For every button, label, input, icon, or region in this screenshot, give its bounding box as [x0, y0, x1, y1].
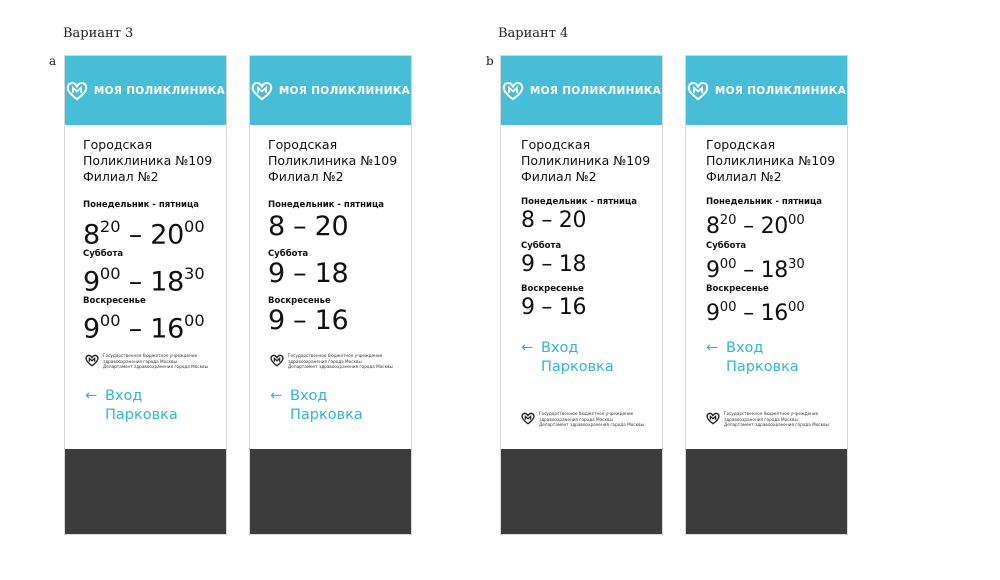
saturday-label: Суббота — [521, 241, 562, 251]
weekday-hours: $8^{20} - 20^{00}$ — [706, 213, 805, 240]
sign-header — [686, 56, 847, 125]
nav-directions — [270, 387, 363, 425]
nav-entrance: ← Вход — [706, 340, 764, 356]
sunday-hours: 9 – 16 — [268, 305, 349, 336]
nav-directions — [85, 387, 178, 425]
org-block — [270, 353, 393, 370]
arrow-left-icon: ← — [270, 388, 283, 404]
variant-4-letter: b — [486, 54, 494, 68]
logo-text: МОЯ ПОЛИКЛИНИКА — [93, 84, 226, 97]
saturday-label: Суббота — [268, 249, 309, 259]
arrow-left-icon: ← — [706, 340, 719, 356]
sunday-hours: $9^{00} - 16^{00}$ — [706, 300, 805, 327]
nav-parking: Парковка — [290, 407, 363, 423]
org-block — [706, 411, 829, 428]
org-text: Государственное бюджетное учреждение здравоохранения города Москвы Департамент здравоохранения города Москвы — [724, 411, 829, 428]
org-text: Государственное бюджетное учреждение здравоохранения города Москвы Департамент здравоохранения города Москвы — [288, 353, 393, 370]
title-line: Филиал №2 — [83, 169, 159, 184]
org-block — [521, 411, 644, 428]
clinic-title — [706, 137, 835, 185]
sign-body — [250, 125, 411, 450]
title-line: Городская — [706, 137, 776, 152]
weekday-label: Понедельник - пятница — [83, 200, 199, 210]
title-line: Поликлиника №109 — [706, 153, 836, 168]
sunday-label: Воскресенье — [83, 296, 146, 306]
title-line: Филиал №2 — [706, 169, 782, 184]
org-text: Государственное бюджетное учреждение здравоохранения города Москвы Департамент здравоохранения города Москвы — [103, 353, 208, 370]
title-line: Городская — [83, 137, 153, 152]
title-line: Поликлиника №109 — [268, 153, 398, 168]
weekday-hours: $8^{20} - 20^{00}$ — [83, 217, 205, 251]
sign-body — [501, 125, 662, 450]
sign-header — [501, 56, 662, 125]
heart-logo-icon — [66, 81, 88, 101]
clinic-title — [83, 137, 212, 185]
saturday-label: Суббота — [83, 249, 124, 259]
sunday-hours: $9^{00} - 16^{00}$ — [83, 311, 205, 345]
saturday-hours: $9^{00} - 18^{30}$ — [706, 257, 805, 284]
sunday-label: Воскресенье — [268, 296, 331, 306]
variant-3-title: Вариант 3 — [63, 26, 134, 41]
sunday-label: Воскресенье — [706, 284, 769, 294]
sign-base — [501, 449, 662, 534]
sign-header — [250, 56, 411, 125]
saturday-hours: 9 – 18 — [521, 252, 587, 277]
heart-logo-icon — [251, 81, 273, 101]
sign-v3-b — [249, 55, 412, 535]
variant-3-letter: a — [49, 54, 57, 68]
nav-entrance: ← Вход — [270, 388, 328, 404]
sunday-hours: 9 – 16 — [521, 295, 587, 320]
sign-base — [686, 449, 847, 534]
title-line: Городская — [268, 137, 338, 152]
nav-entrance: ← Вход — [85, 388, 143, 404]
sunday-label: Воскресенье — [521, 284, 584, 294]
org-block — [85, 353, 208, 370]
nav-parking: Парковка — [726, 359, 799, 375]
heart-logo-icon — [706, 412, 720, 425]
sign-base — [65, 449, 226, 534]
sign-header — [65, 56, 226, 125]
heart-logo-icon — [270, 354, 284, 367]
nav-parking: Парковка — [105, 407, 178, 423]
clinic-title — [268, 137, 397, 185]
sign-body — [686, 125, 847, 450]
heart-logo-icon — [521, 412, 535, 425]
saturday-label: Суббота — [706, 241, 747, 251]
logo-text: МОЯ ПОЛИКЛИНИКА — [529, 84, 662, 97]
sign-v4-b — [685, 55, 848, 535]
clinic-title — [521, 137, 650, 185]
heart-logo-icon — [85, 354, 99, 367]
sign-base — [250, 449, 411, 534]
title-line: Филиал №2 — [521, 169, 597, 184]
nav-parking: Парковка — [541, 359, 614, 375]
org-text: Государственное бюджетное учреждение здравоохранения города Москвы Департамент здравоохранения города Москвы — [539, 411, 644, 428]
heart-logo-icon — [502, 81, 524, 101]
logo-text: МОЯ ПОЛИКЛИНИКА — [278, 84, 411, 97]
variant-4-title: Вариант 4 — [498, 26, 569, 41]
saturday-hours: $9^{00} - 18^{30}$ — [83, 264, 205, 298]
nav-entrance: ← Вход — [521, 340, 579, 356]
weekday-label: Понедельник - пятница — [268, 200, 384, 210]
weekday-hours: 8 – 20 — [268, 211, 349, 242]
sign-v3-a — [64, 55, 227, 535]
weekday-label: Понедельник - пятница — [521, 197, 637, 207]
arrow-left-icon: ← — [85, 388, 98, 404]
sign-body — [65, 125, 226, 450]
title-line: Филиал №2 — [268, 169, 344, 184]
saturday-hours: 9 – 18 — [268, 258, 349, 289]
weekday-hours: 8 – 20 — [521, 208, 587, 233]
arrow-left-icon: ← — [521, 340, 534, 356]
weekday-label: Понедельник - пятница — [706, 197, 822, 207]
title-line: Городская — [521, 137, 591, 152]
nav-directions — [706, 339, 799, 377]
title-line: Поликлиника №109 — [83, 153, 213, 168]
heart-logo-icon — [687, 81, 709, 101]
logo-text: МОЯ ПОЛИКЛИНИКА — [714, 84, 847, 97]
sign-v4-a — [500, 55, 663, 535]
title-line: Поликлиника №109 — [521, 153, 651, 168]
nav-directions — [521, 339, 614, 377]
